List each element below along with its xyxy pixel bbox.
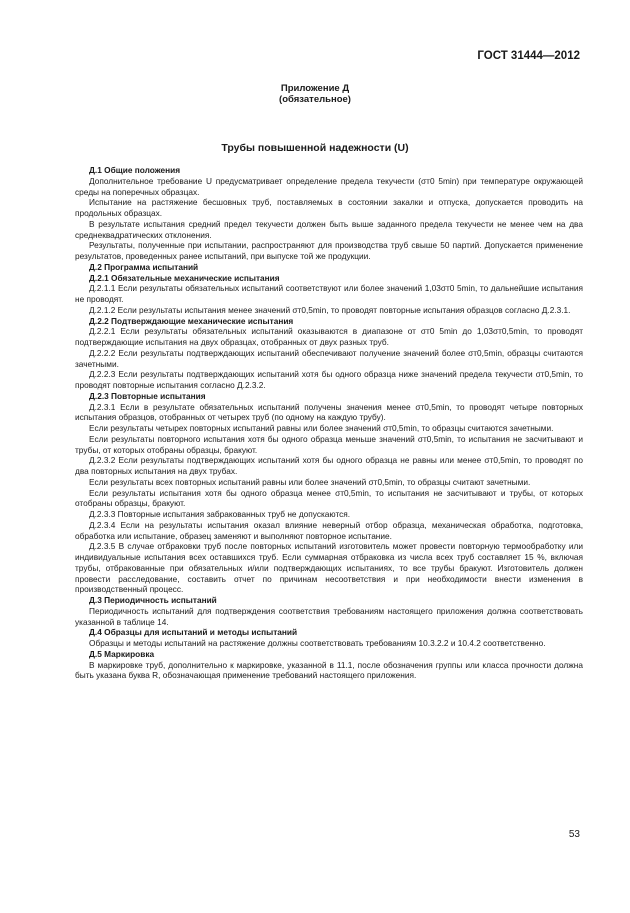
paragraph: В результате испытания средний предел текучести должен быть выше заданного предела текучести не менее чем на два среднеквадратических отклонения. xyxy=(75,218,583,240)
paragraph: Д.2.2.2 Если результаты подтверждающих испытаний обеспечивают получение значений более σт0,5min, образцы считаются зачетными. xyxy=(75,347,583,369)
section-heading: Д.4 Образцы для испытаний и методы испытаний xyxy=(89,627,298,638)
section-heading: Д.2.3 Повторные испытания xyxy=(89,390,206,401)
document-title: Трубы повышенной надежности (U) xyxy=(221,142,409,154)
paragraph: Дополнительное требование U предусматривает определение предела текучести (σт0 5min) при температуре окружающей среды на поперечных образцах. xyxy=(75,175,583,197)
paragraph: Д.2.1.1 Если результаты обязательных испытаний соответствуют или более значений 1,03σт0 5min, то дальнейшие испытания не проводят. xyxy=(75,283,583,304)
section-heading: Д.2.1 Обязательные механические испытания xyxy=(89,272,280,283)
paragraph: Д.2.3.5 В случае отбраковки труб после повторных испытаний изготовитель может провести повторную термообработку или индивидуальные испытания всех оставшихся труб. Если суммарная отбраковка из числа всех труб составляет 15 %, включая трубы, отбракованные при обязательных и/или подтверждающих испытаниях, то все трубы бракуют. Изготовитель должен провести расследование, составить отчет по причинам несоответствия и при необходимости внести изменения в производственный процесс. xyxy=(75,541,583,595)
section-heading: Д.5 Маркировка xyxy=(89,648,155,659)
page-number: 53 xyxy=(568,829,580,840)
paragraph: Д.2.2.1 Если результаты обязательных испытаний оказываются в диапазоне от σт0 5min до 1,03σт0,5min, то проводят подтверждающие испытания на двух образцах, отобранных от двух разных труб. xyxy=(75,326,583,347)
paragraph: Д.2.3.3 Повторные испытания забракованных труб не допускаются. xyxy=(89,509,351,519)
paragraph: Результаты, полученные при испытании, распространяют для производства труб свыше 50 партий. Допускается применение результатов, проведенных ранее испытаний, при выпуске той же продукции. xyxy=(75,240,583,261)
paragraph: В маркировке труб, дополнительно к маркировке, указанной в 11.1, после обозначения группы или класса прочности должна быть указана буква R, обозначающая применение требований настоящего приложения. xyxy=(75,659,583,681)
paragraph: Если результаты четырех повторных испытаний равны или более значений σт0,5min, то образцы считаются зачетными. xyxy=(89,423,554,433)
section-heading: Д.1 Общие положения xyxy=(89,165,181,175)
section-heading: Д.2.2 Подтверждающие механические испытания xyxy=(89,315,294,326)
appendix-heading xyxy=(0,83,630,105)
paragraph: Д.2.3.4 Если на результаты испытания оказал влияние неверный отбор образца, механическая обработка, подготовка, обработка или испытание, образец заменяют и выполняют повторное испытание. xyxy=(75,519,583,541)
paragraph: Если результаты всех повторных испытаний равны или более значений σт0,5min, то образцы считают зачетными. xyxy=(89,476,531,487)
paragraph: Д.2.2.3 Если результаты подтверждающих испытаний хотя бы одного образца ниже значений предела текучести σт0,5min, то проводят повторные испытания согласно Д.2.3.2. xyxy=(75,369,583,390)
document-body xyxy=(75,165,583,681)
paragraph: Д.2.3.2 Если результаты подтверждающих испытаний хотя бы одного образца не равны или менее σт0,5min, то проводят по два повторных испытания на двух трубах. xyxy=(75,455,583,476)
paragraph: Д.2.1.2 Если результаты испытания менее значений σт0,5min, то проводят повторные испытания образцов согласно Д.2.3.1. xyxy=(89,304,571,315)
appendix-title: Приложение Д xyxy=(280,83,350,94)
paragraph: Если результаты повторного испытания хотя бы одного образца меньше значений σт0,5min, то испытания не засчитывают и трубы, от которых отобраны образцы, бракуют. xyxy=(75,433,583,455)
paragraph: Образцы и методы испытаний на растяжение должны соответствовать требованиям 10.3.2.2 и 10.4.2 соответственно. xyxy=(89,638,546,648)
appendix-subtitle: (обязательное) xyxy=(279,94,351,105)
section-heading: Д.2 Программа испытаний xyxy=(89,261,199,272)
paragraph: Периодичность испытаний для подтверждения соответствия требованиям настоящего приложения должна соответствовать указанной в таблице 14. xyxy=(75,605,583,627)
paragraph: Если результаты испытания хотя бы одного образца менее σт0,5min, то испытания не засчитывают и трубы, от которых отобраны образцы, бракуют. xyxy=(75,487,583,509)
section-heading: Д.3 Периодичность испытаний xyxy=(89,595,217,605)
standard-number: ГОСТ 31444—2012 xyxy=(477,50,580,62)
paragraph: Испытание на растяжение бесшовных труб, поставляемых в состоянии закалки и отпуска, допускается проводить на продольных образцах. xyxy=(75,197,583,218)
paragraph: Д.2.3.1 Если в результате обязательных испытаний получены значения менее σт0,5min, то проводят четыре повторных испытания образцов, отобранных от четырех труб (по одному на каждую трубу). xyxy=(75,401,583,423)
